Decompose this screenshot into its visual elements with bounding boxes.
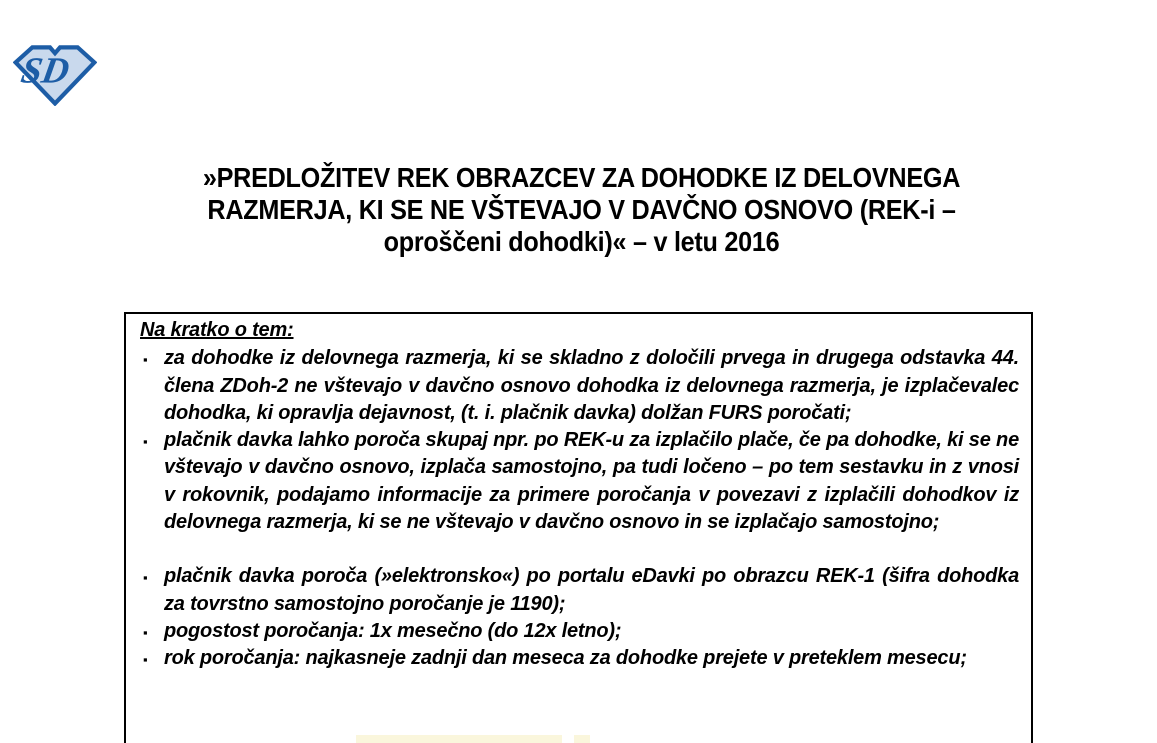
bullet-text: rok poročanja: najkasneje zadnji dan meseca za dohodke prejete v preteklem mesecu; (164, 647, 967, 670)
bullet-item (140, 645, 1019, 672)
bullet-item (140, 563, 1019, 618)
title-line-1: »PREDLOŽITEV REK OBRAZCEV ZA DOHODKE IZ DELOVNEGA (202, 162, 961, 193)
summary-bullet-list (140, 345, 1019, 672)
title-line-3: oproščeni dohodki)« – v letu 2016 (383, 226, 780, 257)
summary-box-heading: Na kratko o tem: (140, 319, 294, 341)
bullet-text: pogostost poročanja: 1x mesečno (do 12x letno); (164, 619, 622, 642)
summary-box (124, 312, 1033, 743)
bullet-item (140, 618, 1019, 645)
page-title (124, 162, 1039, 258)
bullet-text: za dohodke iz delovnega razmerja, ki se skladno z določili prvega in drugega odstavka 44. člena ZDoh-2 ne vštevajo v davčno osnovo dohodka iz delovnega razmerja, je izplačevalec dohodka, ki opravlja dejavnost, (t. i. plačnik davka) dolžan FURS poročati; (164, 347, 1019, 424)
square-bullet-icon: ▪ (143, 570, 148, 586)
bullet-text: plačnik davka poroča (»elektronsko«) po portalu eDavki po obrazcu REK-1 (šifra dohodka za tovrstno samostojno poročanje je 1190); (164, 565, 1019, 615)
square-bullet-icon: ▪ (143, 652, 148, 668)
title-line-2: RAZMERJA, KI SE NE VŠTEVAJO V DAVČNO OSNOVO (REK-i – (207, 194, 956, 225)
bullet-text: plačnik davka lahko poroča skupaj npr. po REK-u za izplačilo plače, če pa dohodke, ki se ne vštevajo v davčno osnovo, izplača samostojno, pa tudi ločeno – po tem sestavku in z vnosi v rokovnik, podajamo informacije za primere poročanja v povezavi z izplačili dohodkov iz delovnega razmerja, ki se ne vštevajo v davčno osnovo in se izplačajo samostojno; (164, 429, 1019, 534)
square-bullet-icon: ▪ (143, 624, 148, 640)
sd-shield-logo-icon (13, 44, 97, 106)
square-bullet-icon: ▪ (143, 352, 148, 368)
square-bullet-icon: ▪ (143, 434, 148, 450)
bullet-item (140, 427, 1019, 536)
logo-letters: SD (18, 50, 73, 92)
bullet-item (140, 345, 1019, 427)
yellow-highlight-fragment (574, 735, 590, 743)
yellow-highlight-fragment (356, 735, 562, 743)
